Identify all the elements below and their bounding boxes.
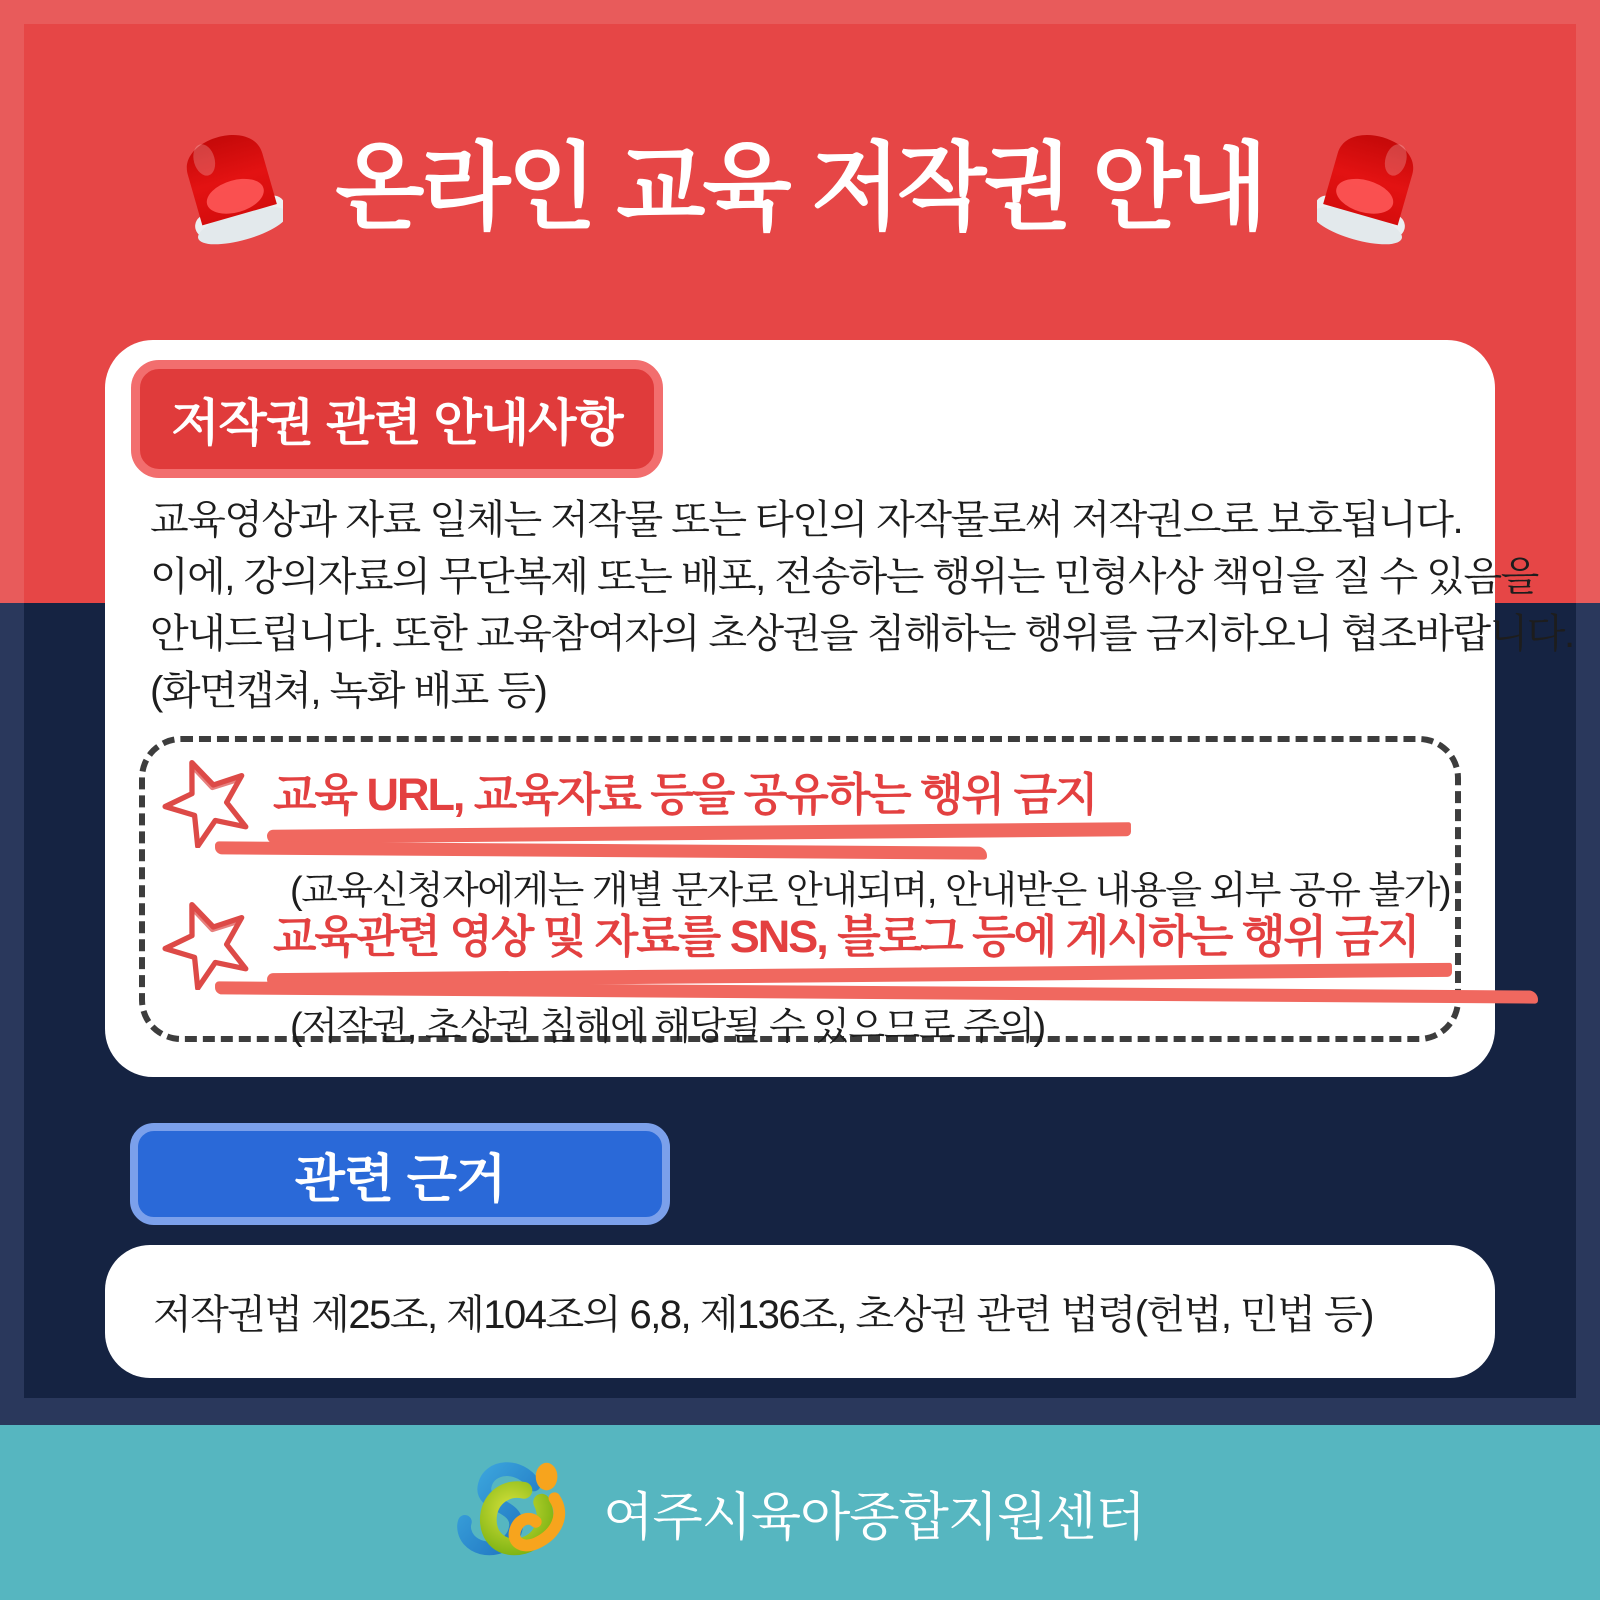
paragraph-line: 이에, 강의자료의 무단복제 또는 배포, 전송하는 행위는 민형사상 책임을 질 수 있음을 <box>150 555 1538 599</box>
siren-icon <box>179 111 283 249</box>
org-name: 여주시육아종합지원센터 <box>603 1489 1145 1547</box>
copyright-paragraph <box>150 492 1574 720</box>
copyright-notice-card <box>105 340 1574 1077</box>
prohibition-box <box>139 736 1461 1048</box>
prohibition-note: (저작권, 초상권 침해에 해당될 수 있으므로 주의) <box>290 1006 1045 1048</box>
related-basis-button: 관련 근거 <box>130 1123 670 1225</box>
title-row <box>0 100 1600 260</box>
star-icon <box>159 894 255 990</box>
paragraph-line: (화면캡쳐, 녹화 배포 등) <box>150 669 547 713</box>
prohibition-note: (교육신청자에게는 개별 문자로 안내되며, 안내받은 내용을 외부 공유 불가) <box>290 870 1451 912</box>
section-badge-copyright: 저작권 관련 안내사항 <box>131 360 663 478</box>
siren-icon <box>1317 111 1421 249</box>
rough-underline <box>267 822 1131 844</box>
prohibition-title <box>273 900 1418 965</box>
page-title: 온라인 교육 저작권 안내 <box>335 135 1265 241</box>
legal-basis-bar <box>105 1245 1495 1378</box>
rough-underline <box>215 841 987 859</box>
paragraph-line: 안내드립니다. 또한 교육참여자의 초상권을 침해하는 행위를 금지하오니 협조바랍니다. <box>150 612 1574 656</box>
prohibition-item <box>145 900 1455 1050</box>
footer <box>0 1425 1600 1600</box>
star-icon <box>159 752 255 848</box>
prohibition-title-text: 교육 URL, 교육자료 등을 공유하는 행위 금지 <box>273 769 1097 820</box>
prohibition-item <box>145 758 1455 914</box>
prohibition-title <box>273 758 1097 823</box>
org-logo-icon <box>455 1454 583 1572</box>
legal-basis-text: 저작권법 제25조, 제104조의 6,8, 제136조, 초상권 관련 법령(헌법, 민법 등) <box>153 1293 1373 1337</box>
paragraph-line: 교육영상과 자료 일체는 저작물 또는 타인의 자작물로써 저작권으로 보호됩니다. <box>150 498 1463 542</box>
prohibition-title-text: 교육관련 영상 및 자료를 SNS, 블로그 등에 게시하는 행위 금지 <box>273 911 1419 962</box>
